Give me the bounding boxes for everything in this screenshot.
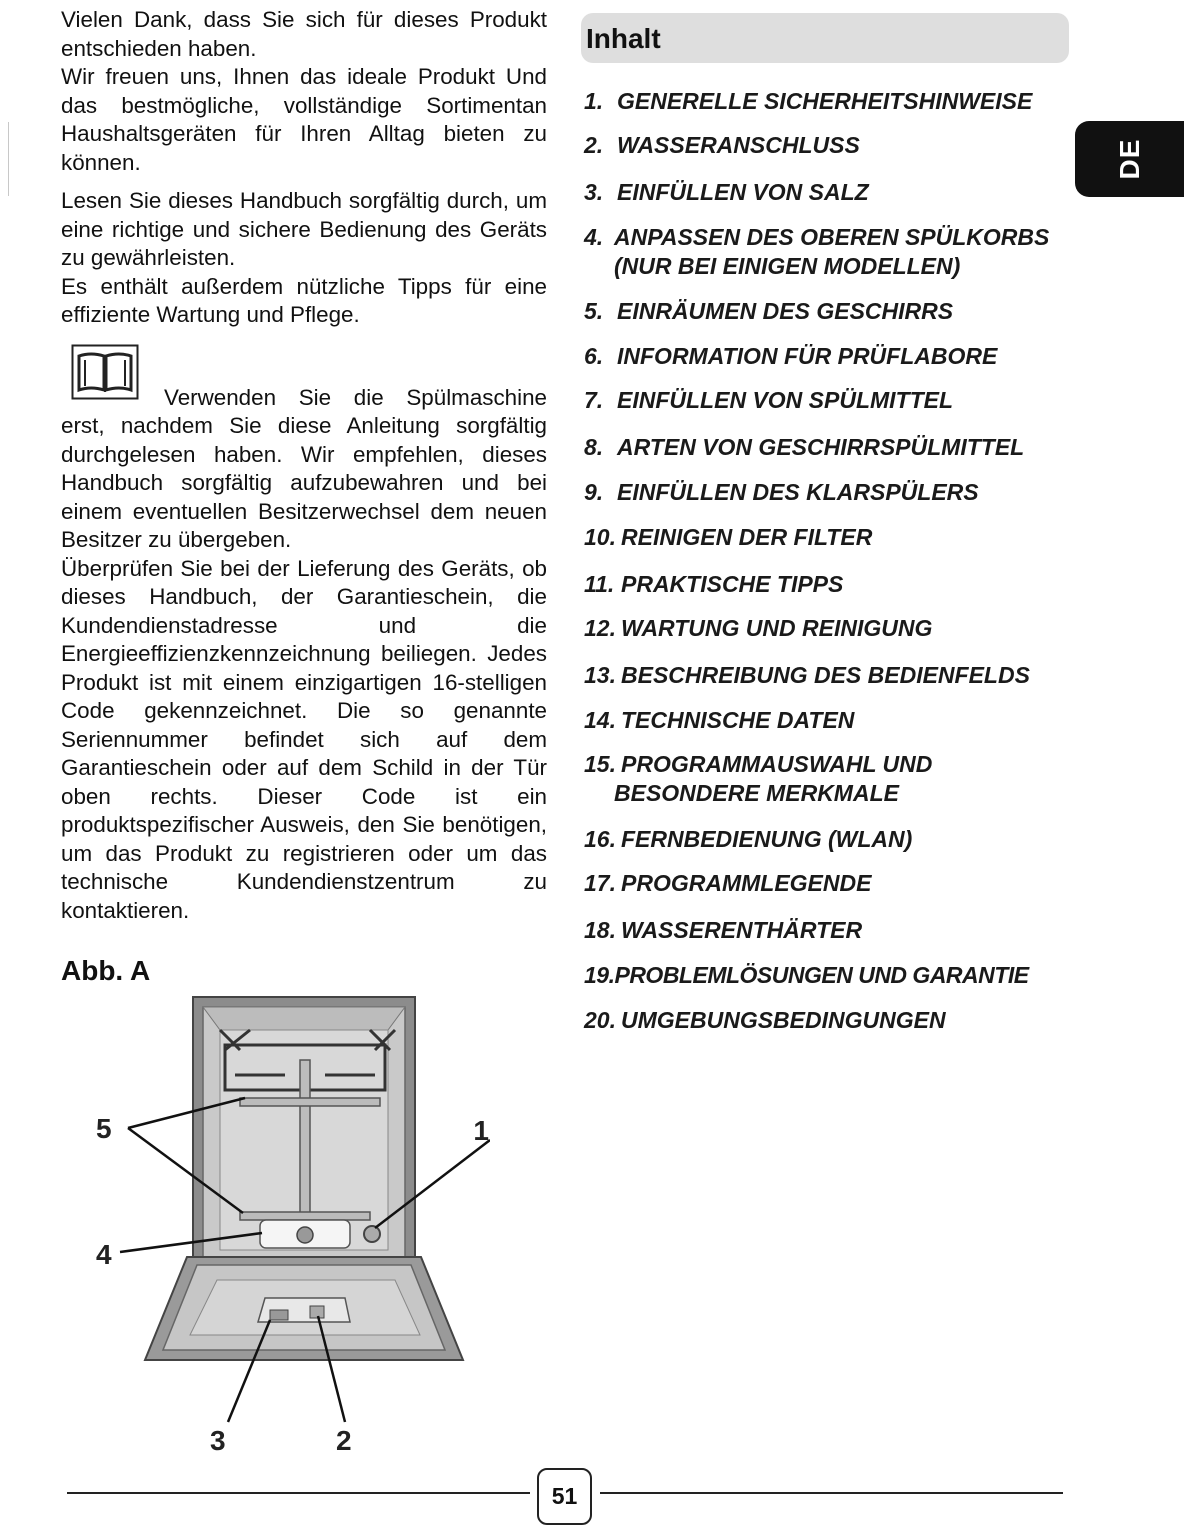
intro-read-manual: Lesen Sie dieses Handbuch sorgfältig durch, um eine richtige und sichere Bedienung des Geräts zu gewährleisten. bbox=[61, 188, 547, 270]
toc-item[interactable]: 2. WASSERANSCHLUSS bbox=[584, 132, 860, 158]
toc-item[interactable]: 4. ANPASSEN DES OBEREN SPÜLKORBS (NUR BEI EINIGEN MODELLEN) bbox=[584, 224, 1050, 279]
open-book-icon bbox=[71, 344, 139, 400]
intro-welcome: Wir freuen uns, Ihnen das ideale Produkt Und das bestmögliche, vollständige Sortimentan Haushaltsgeräten für Ihren Alltag bieten zu können. bbox=[61, 64, 547, 175]
callout-3: 3 bbox=[210, 1425, 226, 1456]
toc-item[interactable]: 9. EINFÜLLEN DES KLARSPÜLERS bbox=[584, 479, 979, 505]
toc-item[interactable]: 10. REINIGEN DER FILTER bbox=[584, 524, 873, 550]
toc-item[interactable]: 19.PROBLEMLÖSUNGEN UND GARANTIE bbox=[584, 962, 1029, 988]
read-manual-notice bbox=[61, 344, 547, 555]
language-label: DE bbox=[1113, 138, 1145, 180]
language-tab bbox=[1075, 121, 1184, 197]
intro-delivery-check: Überprüfen Sie bei der Lieferung des Geräts, ob dieses Handbuch, der Garantieschein, die Kundendienstadresse und die Energieeffizienzkennzeichnung beiliegen. Jedes Produkt ist mit einem einzigartigen 16-stelligen Code gekennzeichnet. Die so genannte Seriennummer befindet sich auf dem Garantieschein oder auf dem Schild in der Tür oben rechts. Dieser Code ist ein produktspezifischer Ausweis, den Sie benötigen, um das Produkt zu registrieren oder um das technische Kundendienstzentrum zu kontaktieren. bbox=[61, 555, 547, 923]
callout-4: 4 bbox=[96, 1239, 112, 1270]
page-number: 51 bbox=[537, 1468, 592, 1525]
callout-2: 2 bbox=[336, 1425, 352, 1456]
footer-rule-right bbox=[600, 1492, 1063, 1494]
page-edge-mark bbox=[8, 122, 9, 196]
toc-item[interactable]: 12. WARTUNG UND REINIGUNG bbox=[584, 615, 933, 641]
toc-item[interactable]: 1. GENERELLE SICHERHEITSHINWEISE bbox=[584, 88, 1033, 114]
intro-thanks: Vielen Dank, dass Sie sich für dieses Produkt entschieden haben. bbox=[61, 7, 547, 61]
callout-5: 5 bbox=[96, 1113, 112, 1144]
toc-item[interactable]: 20. UMGEBUNGSBEDINGUNGEN bbox=[584, 1007, 946, 1033]
toc-item[interactable]: 6. INFORMATION FÜR PRÜFLABORE bbox=[584, 343, 998, 369]
callout-1: 1 bbox=[473, 1115, 489, 1146]
toc-item[interactable]: 3. EINFÜLLEN VON SALZ bbox=[584, 179, 869, 205]
toc-item[interactable]: 11. PRAKTISCHE TIPPS bbox=[584, 571, 844, 597]
toc-item[interactable]: 17. PROGRAMMLEGENDE bbox=[584, 870, 872, 896]
toc-title: Inhalt bbox=[581, 13, 1069, 63]
intro-column bbox=[61, 6, 547, 925]
dishwasher-illustration bbox=[90, 990, 490, 1470]
footer-rule-left bbox=[67, 1492, 530, 1494]
toc-item[interactable]: 13. BESCHREIBUNG DES BEDIENFELDS bbox=[584, 662, 1030, 688]
intro-use-after-reading: Verwenden Sie die Spülmaschine erst, nachdem Sie diese Anleitung sorgfältig durchgelesen haben. Wir empfehlen, dieses Handbuch sorgfältig aufzubewahren und bei einem eventuellen Besitzerwechsel dem neuen Besitzer zu übergeben. bbox=[61, 384, 547, 552]
intro-tips: Es enthält außerdem nützliche Tipps für eine effiziente Wartung und Pflege. bbox=[61, 273, 547, 327]
toc-item[interactable]: 5. EINRÄUMEN DES GESCHIRRS bbox=[584, 298, 954, 324]
figure-title: Abb. A bbox=[61, 955, 151, 986]
toc-item[interactable]: 15. PROGRAMMAUSWAHL UND BESONDERE MERKMALE bbox=[584, 751, 933, 806]
toc-item[interactable]: 8. ARTEN VON GESCHIRRSPÜLMITTEL bbox=[584, 434, 1025, 460]
toc-item[interactable]: 16. FERNBEDIENUNG (WLAN) bbox=[584, 826, 913, 852]
toc-item[interactable]: 7. EINFÜLLEN VON SPÜLMITTEL bbox=[584, 387, 954, 413]
toc-item[interactable]: 18. WASSERENTHÄRTER bbox=[584, 917, 863, 943]
toc-item[interactable]: 14. TECHNISCHE DATEN bbox=[584, 707, 855, 733]
